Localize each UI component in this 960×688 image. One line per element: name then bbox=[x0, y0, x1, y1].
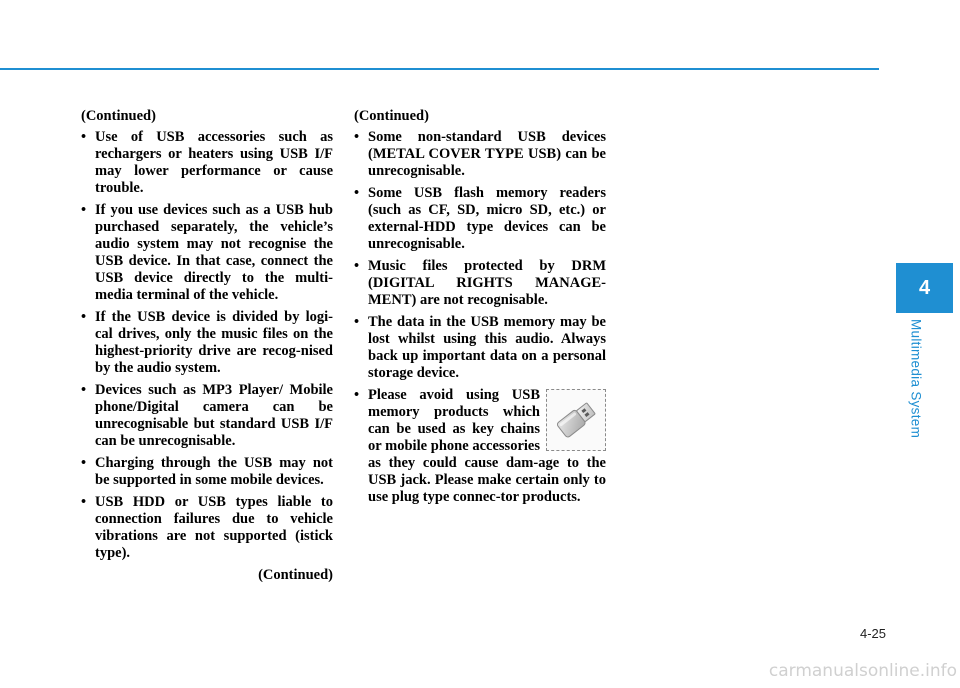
chapter-title-vertical bbox=[901, 313, 924, 443]
watermark: carmanualsonline.info bbox=[768, 661, 957, 681]
left-column bbox=[81, 108, 333, 584]
left-bullet-list bbox=[81, 129, 333, 562]
chapter-title: Multimedia System bbox=[908, 319, 924, 439]
page-number: 4-25 bbox=[859, 626, 886, 641]
right-column bbox=[354, 108, 606, 512]
usb-flash-drive-icon bbox=[546, 389, 606, 451]
list-item: • Use of USB accessories such as rechargers or heaters using USB I/F may lower performance or cause trouble. bbox=[81, 129, 333, 196]
header-rule bbox=[0, 68, 879, 70]
list-item: • Devices such as MP3 Player/ Mobile phone/Digital camera can be unrecognisable but standard USB I/F can be unrecognisable. bbox=[81, 382, 333, 449]
list-item: • Music files protected by DRM (DIGITAL RIGHTS MANAGE-MENT) are not recognisable. bbox=[354, 258, 606, 308]
list-item: • The data in the USB memory may be lost whilst using this audio. Always back up important data on a personal storage device. bbox=[354, 314, 606, 381]
right-bullet-list bbox=[354, 129, 606, 507]
list-item: • If you use devices such as a USB hub purchased separately, the vehicle’s audio system may not recognise the USB device. In that case, connect the USB device directly to the multi-media terminal of the vehicle. bbox=[81, 202, 333, 303]
chapter-number: 4 bbox=[918, 276, 931, 299]
continued-footer: (Continued) bbox=[258, 567, 333, 583]
list-item: • Please avoid using USB memory products which can be used as key chains or mobile phone accessories as they could cause dam-age to the USB jack. Please make certain only to use plug type connec-tor products. bbox=[354, 387, 606, 505]
continued-header-right: (Continued) bbox=[354, 108, 429, 124]
list-item: • If the USB device is divided by logi-cal drives, only the music files on the highest-priority drive are recog-nised by the audio system. bbox=[81, 309, 333, 376]
list-item: • Charging through the USB may not be supported in some mobile devices. bbox=[81, 455, 333, 488]
list-item: • Some non-standard USB devices (METAL COVER TYPE USB) can be unrecognisable. bbox=[354, 129, 606, 179]
continued-header-left: (Continued) bbox=[81, 108, 156, 124]
chapter-tab bbox=[896, 263, 953, 313]
list-item: • Some USB flash memory readers (such as CF, SD, micro SD, etc.) or external-HDD type devices can be unrecognisable. bbox=[354, 185, 606, 252]
list-item: • USB HDD or USB types liable to connection failures due to vehicle vibrations are not supported (istick type). bbox=[81, 494, 333, 561]
